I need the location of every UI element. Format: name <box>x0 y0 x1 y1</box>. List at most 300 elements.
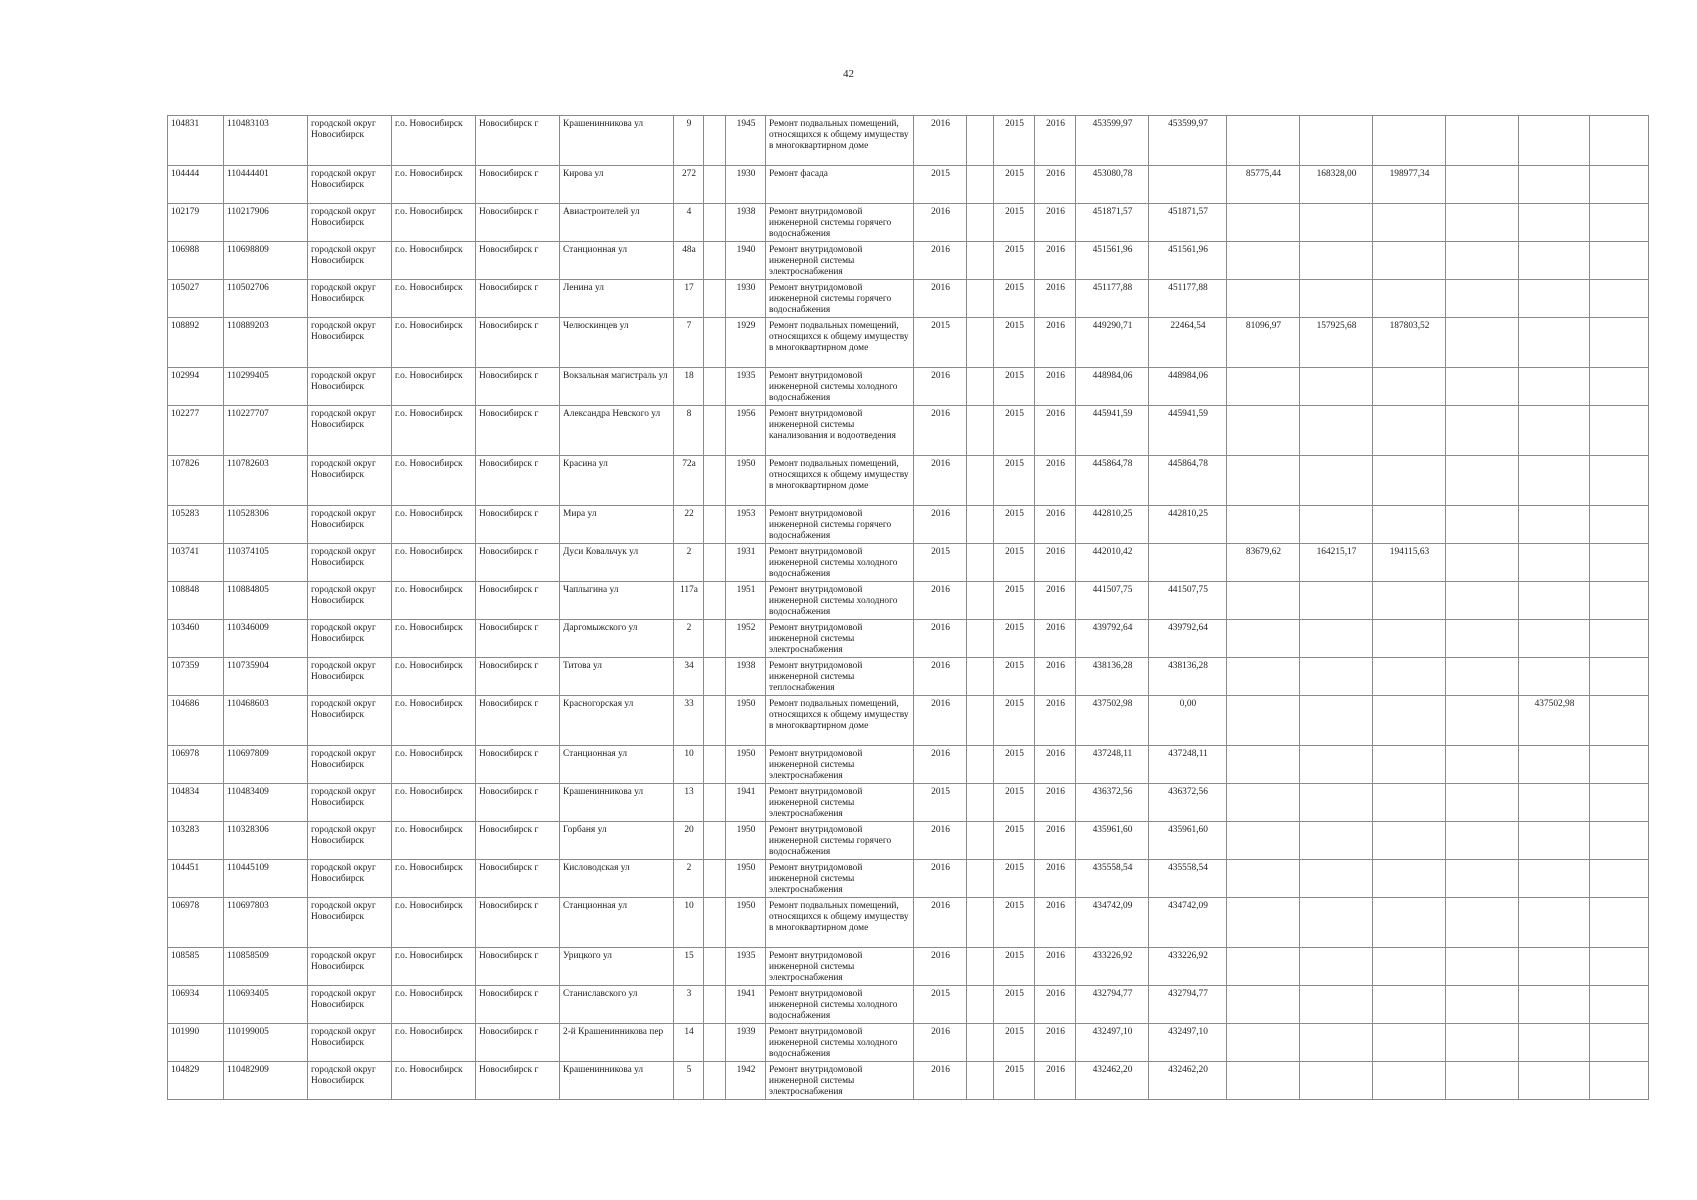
plan-year-cell: 2016 <box>914 506 967 544</box>
build-year-cell: 1942 <box>726 1062 766 1100</box>
fund-amount-cell: 441507,75 <box>1149 582 1227 620</box>
amount-3-cell <box>1300 986 1373 1024</box>
municipality-cell: городской округ Новосибирск <box>308 620 392 658</box>
amount-2-cell <box>1227 620 1300 658</box>
table-row <box>168 506 1649 544</box>
amount-7-cell <box>1590 822 1649 860</box>
period-end-cell: 2016 <box>1035 318 1076 368</box>
period-end-cell: 2016 <box>1035 280 1076 318</box>
amount-3-cell <box>1300 746 1373 784</box>
amount-4-cell: 194115,63 <box>1373 544 1446 582</box>
settlement-cell: г.о. Новосибирск <box>392 1062 476 1100</box>
amount-7-cell <box>1590 696 1649 746</box>
amount-5-cell <box>1446 582 1519 620</box>
build-year-cell: 1938 <box>726 204 766 242</box>
table-row <box>168 456 1649 506</box>
municipality-cell: городской округ Новосибирск <box>308 898 392 948</box>
amount-5-cell <box>1446 406 1519 456</box>
amount-4-cell <box>1373 860 1446 898</box>
municipality-cell: городской округ Новосибирск <box>308 204 392 242</box>
fund-amount-cell: 22464,54 <box>1149 318 1227 368</box>
work-type-cell: Ремонт внутридомовой инженерной системы электроснабжения <box>766 784 914 822</box>
table-row <box>168 696 1649 746</box>
amount-2-cell <box>1227 1062 1300 1100</box>
amount-7-cell <box>1590 368 1649 406</box>
amount-6-cell <box>1519 1062 1590 1100</box>
amount-4-cell: 198977,34 <box>1373 166 1446 204</box>
total-cost-cell: 433226,92 <box>1076 948 1149 986</box>
amount-6-cell <box>1519 204 1590 242</box>
settlement-cell: г.о. Новосибирск <box>392 242 476 280</box>
house-letter-cell <box>704 406 726 456</box>
empty-cell <box>967 1024 994 1062</box>
amount-7-cell <box>1590 204 1649 242</box>
amount-2-cell: 81096,97 <box>1227 318 1300 368</box>
work-type-cell: Ремонт внутридомовой инженерной системы горячего водоснабжения <box>766 280 914 318</box>
object-id-cell: 108892 <box>168 318 224 368</box>
house-code-cell: 110735904 <box>224 658 308 696</box>
empty-cell <box>967 318 994 368</box>
amount-6-cell <box>1519 280 1590 318</box>
build-year-cell: 1935 <box>726 948 766 986</box>
amount-4-cell <box>1373 620 1446 658</box>
street-cell: Мира ул <box>560 506 674 544</box>
period-start-cell: 2015 <box>994 1062 1035 1100</box>
amount-6-cell <box>1519 822 1590 860</box>
amount-2-cell <box>1227 506 1300 544</box>
object-id-cell: 106988 <box>168 242 224 280</box>
plan-year-cell: 2016 <box>914 280 967 318</box>
empty-cell <box>967 166 994 204</box>
amount-5-cell <box>1446 204 1519 242</box>
house-number-cell: 20 <box>674 822 704 860</box>
fund-amount-cell: 432794,77 <box>1149 986 1227 1024</box>
plan-year-cell: 2015 <box>914 986 967 1024</box>
street-cell: Станционная ул <box>560 746 674 784</box>
amount-7-cell <box>1590 116 1649 166</box>
amount-7-cell <box>1590 1024 1649 1062</box>
amount-4-cell <box>1373 582 1446 620</box>
house-letter-cell <box>704 318 726 368</box>
plan-year-cell: 2016 <box>914 860 967 898</box>
amount-6-cell <box>1519 1024 1590 1062</box>
object-id-cell: 105027 <box>168 280 224 318</box>
amount-5-cell <box>1446 368 1519 406</box>
build-year-cell: 1950 <box>726 456 766 506</box>
total-cost-cell: 442810,25 <box>1076 506 1149 544</box>
house-code-cell: 110227707 <box>224 406 308 456</box>
table-row <box>168 658 1649 696</box>
table-row <box>168 406 1649 456</box>
municipality-cell: городской округ Новосибирск <box>308 506 392 544</box>
object-id-cell: 101990 <box>168 1024 224 1062</box>
period-end-cell: 2016 <box>1035 620 1076 658</box>
street-cell: Станционная ул <box>560 898 674 948</box>
amount-6-cell <box>1519 456 1590 506</box>
empty-cell <box>967 406 994 456</box>
settlement-cell: г.о. Новосибирск <box>392 658 476 696</box>
amount-4-cell <box>1373 696 1446 746</box>
plan-year-cell: 2015 <box>914 166 967 204</box>
amount-6-cell <box>1519 318 1590 368</box>
work-type-cell: Ремонт внутридомовой инженерной системы канализования и водоотведения <box>766 406 914 456</box>
house-code-cell: 110884805 <box>224 582 308 620</box>
amount-3-cell <box>1300 860 1373 898</box>
amount-3-cell <box>1300 204 1373 242</box>
empty-cell <box>967 1062 994 1100</box>
locality-cell: Новосибирск г <box>476 456 560 506</box>
house-number-cell: 5 <box>674 1062 704 1100</box>
locality-cell: Новосибирск г <box>476 986 560 1024</box>
amount-6-cell: 437502,98 <box>1519 696 1590 746</box>
empty-cell <box>967 658 994 696</box>
house-code-cell: 110444401 <box>224 166 308 204</box>
plan-year-cell: 2016 <box>914 456 967 506</box>
object-id-cell: 108848 <box>168 582 224 620</box>
settlement-cell: г.о. Новосибирск <box>392 746 476 784</box>
amount-5-cell <box>1446 1062 1519 1100</box>
total-cost-cell: 437502,98 <box>1076 696 1149 746</box>
amount-5-cell <box>1446 860 1519 898</box>
fund-amount-cell: 448984,06 <box>1149 368 1227 406</box>
locality-cell: Новосибирск г <box>476 620 560 658</box>
house-number-cell: 48а <box>674 242 704 280</box>
settlement-cell: г.о. Новосибирск <box>392 116 476 166</box>
amount-2-cell <box>1227 898 1300 948</box>
empty-cell <box>967 582 994 620</box>
plan-year-cell: 2016 <box>914 116 967 166</box>
period-end-cell: 2016 <box>1035 948 1076 986</box>
period-end-cell: 2016 <box>1035 204 1076 242</box>
amount-2-cell <box>1227 822 1300 860</box>
table-row <box>168 582 1649 620</box>
amount-4-cell <box>1373 784 1446 822</box>
house-code-cell: 110328306 <box>224 822 308 860</box>
build-year-cell: 1950 <box>726 696 766 746</box>
repair-register-table <box>167 115 1649 1100</box>
house-letter-cell <box>704 898 726 948</box>
street-cell: Кисловодская ул <box>560 860 674 898</box>
amount-4-cell <box>1373 658 1446 696</box>
plan-year-cell: 2015 <box>914 784 967 822</box>
locality-cell: Новосибирск г <box>476 696 560 746</box>
settlement-cell: г.о. Новосибирск <box>392 204 476 242</box>
amount-4-cell <box>1373 898 1446 948</box>
fund-amount-cell: 436372,56 <box>1149 784 1227 822</box>
amount-5-cell <box>1446 746 1519 784</box>
house-letter-cell <box>704 860 726 898</box>
period-end-cell: 2016 <box>1035 582 1076 620</box>
object-id-cell: 104829 <box>168 1062 224 1100</box>
object-id-cell: 104444 <box>168 166 224 204</box>
empty-cell <box>967 822 994 860</box>
table-row <box>168 318 1649 368</box>
object-id-cell: 104834 <box>168 784 224 822</box>
object-id-cell: 106978 <box>168 746 224 784</box>
amount-7-cell <box>1590 860 1649 898</box>
locality-cell: Новосибирск г <box>476 242 560 280</box>
street-cell: Урицкого ул <box>560 948 674 986</box>
plan-year-cell: 2016 <box>914 696 967 746</box>
amount-6-cell <box>1519 658 1590 696</box>
amount-4-cell <box>1373 204 1446 242</box>
amount-4-cell <box>1373 948 1446 986</box>
locality-cell: Новосибирск г <box>476 1024 560 1062</box>
house-number-cell: 272 <box>674 166 704 204</box>
amount-3-cell <box>1300 406 1373 456</box>
amount-4-cell <box>1373 1024 1446 1062</box>
amount-5-cell <box>1446 166 1519 204</box>
fund-amount-cell: 438136,28 <box>1149 658 1227 696</box>
locality-cell: Новосибирск г <box>476 582 560 620</box>
plan-year-cell: 2016 <box>914 658 967 696</box>
amount-3-cell: 164215,17 <box>1300 544 1373 582</box>
total-cost-cell: 432497,10 <box>1076 1024 1149 1062</box>
amount-3-cell <box>1300 822 1373 860</box>
house-number-cell: 22 <box>674 506 704 544</box>
locality-cell: Новосибирск г <box>476 784 560 822</box>
empty-cell <box>967 280 994 318</box>
locality-cell: Новосибирск г <box>476 506 560 544</box>
object-id-cell: 108585 <box>168 948 224 986</box>
house-letter-cell <box>704 368 726 406</box>
plan-year-cell: 2016 <box>914 1024 967 1062</box>
amount-6-cell <box>1519 986 1590 1024</box>
street-cell: Станиславского ул <box>560 986 674 1024</box>
amount-5-cell <box>1446 620 1519 658</box>
work-type-cell: Ремонт подвальных помещений, относящихся к общему имуществу в многоквартирном доме <box>766 318 914 368</box>
locality-cell: Новосибирск г <box>476 948 560 986</box>
amount-3-cell <box>1300 506 1373 544</box>
total-cost-cell: 432462,20 <box>1076 1062 1149 1100</box>
amount-6-cell <box>1519 116 1590 166</box>
amount-2-cell <box>1227 1024 1300 1062</box>
amount-6-cell <box>1519 582 1590 620</box>
amount-6-cell <box>1519 506 1590 544</box>
municipality-cell: городской округ Новосибирск <box>308 166 392 204</box>
amount-7-cell <box>1590 506 1649 544</box>
object-id-cell: 103283 <box>168 822 224 860</box>
settlement-cell: г.о. Новосибирск <box>392 506 476 544</box>
table-row <box>168 860 1649 898</box>
amount-6-cell <box>1519 166 1590 204</box>
amount-7-cell <box>1590 898 1649 948</box>
house-number-cell: 10 <box>674 746 704 784</box>
amount-4-cell <box>1373 986 1446 1024</box>
total-cost-cell: 445941,59 <box>1076 406 1149 456</box>
settlement-cell: г.о. Новосибирск <box>392 696 476 746</box>
work-type-cell: Ремонт внутридомовой инженерной системы теплоснабжения <box>766 658 914 696</box>
settlement-cell: г.о. Новосибирск <box>392 860 476 898</box>
amount-5-cell <box>1446 506 1519 544</box>
house-code-cell: 110697803 <box>224 898 308 948</box>
house-number-cell: 9 <box>674 116 704 166</box>
locality-cell: Новосибирск г <box>476 166 560 204</box>
settlement-cell: г.о. Новосибирск <box>392 406 476 456</box>
period-end-cell: 2016 <box>1035 784 1076 822</box>
amount-5-cell <box>1446 784 1519 822</box>
table-row <box>168 898 1649 948</box>
house-code-cell: 110502706 <box>224 280 308 318</box>
municipality-cell: городской округ Новосибирск <box>308 280 392 318</box>
amount-4-cell <box>1373 280 1446 318</box>
plan-year-cell: 2016 <box>914 822 967 860</box>
house-letter-cell <box>704 658 726 696</box>
house-number-cell: 2 <box>674 544 704 582</box>
house-number-cell: 4 <box>674 204 704 242</box>
amount-5-cell <box>1446 898 1519 948</box>
object-id-cell: 102179 <box>168 204 224 242</box>
table-row <box>168 620 1649 658</box>
amount-3-cell <box>1300 368 1373 406</box>
work-type-cell: Ремонт внутридомовой инженерной системы горячего водоснабжения <box>766 506 914 544</box>
object-id-cell: 106978 <box>168 898 224 948</box>
locality-cell: Новосибирск г <box>476 204 560 242</box>
fund-amount-cell: 445864,78 <box>1149 456 1227 506</box>
plan-year-cell: 2015 <box>914 318 967 368</box>
house-letter-cell <box>704 746 726 784</box>
build-year-cell: 1945 <box>726 116 766 166</box>
amount-4-cell <box>1373 822 1446 860</box>
house-number-cell: 13 <box>674 784 704 822</box>
work-type-cell: Ремонт фасада <box>766 166 914 204</box>
period-start-cell: 2015 <box>994 658 1035 696</box>
fund-amount-cell: 445941,59 <box>1149 406 1227 456</box>
amount-6-cell <box>1519 544 1590 582</box>
period-end-cell: 2016 <box>1035 544 1076 582</box>
amount-3-cell: 168328,00 <box>1300 166 1373 204</box>
amount-2-cell <box>1227 368 1300 406</box>
street-cell: Даргомыжского ул <box>560 620 674 658</box>
municipality-cell: городской округ Новосибирск <box>308 1062 392 1100</box>
build-year-cell: 1956 <box>726 406 766 456</box>
house-code-cell: 110693405 <box>224 986 308 1024</box>
period-end-cell: 2016 <box>1035 822 1076 860</box>
amount-7-cell <box>1590 620 1649 658</box>
street-cell: 2-й Крашенинникова пер <box>560 1024 674 1062</box>
total-cost-cell: 434742,09 <box>1076 898 1149 948</box>
house-letter-cell <box>704 1062 726 1100</box>
amount-6-cell <box>1519 948 1590 986</box>
amount-7-cell <box>1590 746 1649 784</box>
locality-cell: Новосибирск г <box>476 116 560 166</box>
house-number-cell: 10 <box>674 898 704 948</box>
street-cell: Ленина ул <box>560 280 674 318</box>
amount-6-cell <box>1519 242 1590 280</box>
object-id-cell: 104451 <box>168 860 224 898</box>
period-start-cell: 2015 <box>994 116 1035 166</box>
settlement-cell: г.о. Новосибирск <box>392 620 476 658</box>
street-cell: Вокзальная магистраль ул <box>560 368 674 406</box>
house-number-cell: 7 <box>674 318 704 368</box>
plan-year-cell: 2016 <box>914 746 967 784</box>
settlement-cell: г.о. Новосибирск <box>392 822 476 860</box>
period-start-cell: 2015 <box>994 318 1035 368</box>
empty-cell <box>967 368 994 406</box>
fund-amount-cell: 439792,64 <box>1149 620 1227 658</box>
house-letter-cell <box>704 280 726 318</box>
table-row <box>168 784 1649 822</box>
period-end-cell: 2016 <box>1035 696 1076 746</box>
house-code-cell: 110528306 <box>224 506 308 544</box>
municipality-cell: городской округ Новосибирск <box>308 318 392 368</box>
object-id-cell: 104686 <box>168 696 224 746</box>
amount-5-cell <box>1446 948 1519 986</box>
amount-4-cell <box>1373 368 1446 406</box>
house-number-cell: 34 <box>674 658 704 696</box>
fund-amount-cell: 442810,25 <box>1149 506 1227 544</box>
locality-cell: Новосибирск г <box>476 860 560 898</box>
amount-3-cell <box>1300 658 1373 696</box>
municipality-cell: городской округ Новосибирск <box>308 406 392 456</box>
locality-cell: Новосибирск г <box>476 658 560 696</box>
work-type-cell: Ремонт внутридомовой инженерной системы холодного водоснабжения <box>766 368 914 406</box>
total-cost-cell: 439792,64 <box>1076 620 1149 658</box>
house-letter-cell <box>704 986 726 1024</box>
municipality-cell: городской округ Новосибирск <box>308 242 392 280</box>
amount-2-cell <box>1227 948 1300 986</box>
house-number-cell: 17 <box>674 280 704 318</box>
total-cost-cell: 453599,97 <box>1076 116 1149 166</box>
period-end-cell: 2016 <box>1035 406 1076 456</box>
locality-cell: Новосибирск г <box>476 544 560 582</box>
fund-amount-cell: 435558,54 <box>1149 860 1227 898</box>
settlement-cell: г.о. Новосибирск <box>392 1024 476 1062</box>
amount-6-cell <box>1519 784 1590 822</box>
amount-3-cell <box>1300 620 1373 658</box>
locality-cell: Новосибирск г <box>476 280 560 318</box>
house-code-cell: 110445109 <box>224 860 308 898</box>
table-row <box>168 368 1649 406</box>
empty-cell <box>967 242 994 280</box>
work-type-cell: Ремонт внутридомовой инженерной системы холодного водоснабжения <box>766 544 914 582</box>
house-code-cell: 110483103 <box>224 116 308 166</box>
house-number-cell: 15 <box>674 948 704 986</box>
amount-7-cell <box>1590 406 1649 456</box>
amount-2-cell <box>1227 456 1300 506</box>
work-type-cell: Ремонт внутридомовой инженерной системы горячего водоснабжения <box>766 822 914 860</box>
fund-amount-cell: 451177,88 <box>1149 280 1227 318</box>
amount-7-cell <box>1590 582 1649 620</box>
table-row <box>168 1024 1649 1062</box>
amount-4-cell <box>1373 406 1446 456</box>
amount-2-cell <box>1227 280 1300 318</box>
work-type-cell: Ремонт подвальных помещений, относящихся к общему имуществу в многоквартирном доме <box>766 696 914 746</box>
amount-7-cell <box>1590 784 1649 822</box>
table-row <box>168 1062 1649 1100</box>
house-code-cell: 110482909 <box>224 1062 308 1100</box>
house-letter-cell <box>704 582 726 620</box>
build-year-cell: 1951 <box>726 582 766 620</box>
amount-3-cell <box>1300 456 1373 506</box>
amount-2-cell <box>1227 242 1300 280</box>
house-number-cell: 2 <box>674 860 704 898</box>
municipality-cell: городской округ Новосибирск <box>308 658 392 696</box>
street-cell: Авиастроителей ул <box>560 204 674 242</box>
fund-amount-cell <box>1149 166 1227 204</box>
street-cell: Кирова ул <box>560 166 674 204</box>
house-code-cell: 110889203 <box>224 318 308 368</box>
amount-3-cell <box>1300 582 1373 620</box>
build-year-cell: 1930 <box>726 166 766 204</box>
work-type-cell: Ремонт внутридомовой инженерной системы холодного водоснабжения <box>766 986 914 1024</box>
fund-amount-cell: 432497,10 <box>1149 1024 1227 1062</box>
amount-3-cell <box>1300 1062 1373 1100</box>
period-end-cell: 2016 <box>1035 456 1076 506</box>
table-row <box>168 280 1649 318</box>
house-number-cell: 117а <box>674 582 704 620</box>
street-cell: Челюскинцев ул <box>560 318 674 368</box>
